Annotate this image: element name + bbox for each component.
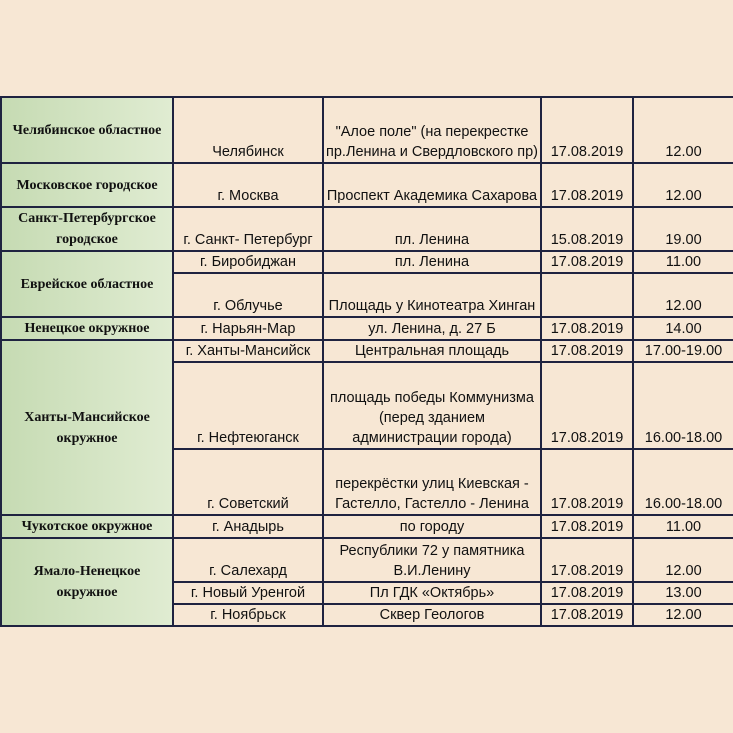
city-cell: Челябинск [173, 97, 323, 163]
region-cell: Еврейское областное [1, 251, 173, 317]
city-cell: г. Новый Уренгой [173, 582, 323, 604]
date-cell: 17.08.2019 [541, 582, 633, 604]
table-row [1, 97, 733, 163]
place-cell: ул. Ленина, д. 27 Б [323, 317, 541, 340]
date-cell: 17.08.2019 [541, 604, 633, 626]
date-cell: 17.08.2019 [541, 362, 633, 449]
date-cell: 17.08.2019 [541, 515, 633, 538]
region-cell: Ямало-Ненецкое окружное [1, 538, 173, 626]
city-cell: г. Облучье [173, 273, 323, 317]
table-row [1, 317, 733, 340]
date-cell: 17.08.2019 [541, 317, 633, 340]
city-cell: г. Москва [173, 163, 323, 207]
time-cell: 12.00 [633, 604, 733, 626]
date-cell: 15.08.2019 [541, 207, 633, 251]
table-row [1, 515, 733, 538]
city-cell: г. Биробиджан [173, 251, 323, 273]
city-cell: г. Ханты-Мансийск [173, 340, 323, 362]
time-cell: 13.00 [633, 582, 733, 604]
region-cell: Ненецкое окружное [1, 317, 173, 340]
time-cell: 11.00 [633, 515, 733, 538]
city-cell: г. Ноябрьск [173, 604, 323, 626]
region-cell: Московское городское [1, 163, 173, 207]
place-cell: площадь победы Коммунизма (перед зданием администрации города) [323, 362, 541, 449]
city-cell: г. Нарьян-Мар [173, 317, 323, 340]
place-cell: "Алое поле" (на перекрестке пр.Ленина и Свердловского пр) [323, 97, 541, 163]
place-cell: Проспект Академика Сахарова [323, 163, 541, 207]
region-cell: Ханты-Мансийское окружное [1, 340, 173, 515]
place-cell: пл. Ленина [323, 251, 541, 273]
table-row [1, 251, 733, 273]
city-cell: г. Анадырь [173, 515, 323, 538]
time-cell: 12.00 [633, 163, 733, 207]
time-cell: 12.00 [633, 97, 733, 163]
time-cell: 12.00 [633, 273, 733, 317]
time-cell: 12.00 [633, 538, 733, 582]
time-cell: 11.00 [633, 251, 733, 273]
table-row [1, 163, 733, 207]
place-cell: Республики 72 у памятника В.И.Ленину [323, 538, 541, 582]
time-cell: 16.00-18.00 [633, 362, 733, 449]
table-row [1, 207, 733, 251]
region-cell: Санкт-Петербургское городское [1, 207, 173, 251]
place-cell: по городу [323, 515, 541, 538]
place-cell: Сквер Геологов [323, 604, 541, 626]
place-cell: Площадь у Кинотеатра Хинган [323, 273, 541, 317]
place-cell: перекрёстки улиц Киевская - Гастелло, Гастелло - Ленина [323, 449, 541, 515]
events-table [0, 96, 733, 627]
place-cell: Центральная площадь [323, 340, 541, 362]
region-cell: Чукотское окружное [1, 515, 173, 538]
time-cell: 19.00 [633, 207, 733, 251]
city-cell: г. Салехард [173, 538, 323, 582]
date-cell: 17.08.2019 [541, 340, 633, 362]
city-cell: г. Советский [173, 449, 323, 515]
region-cell: Челябинское областное [1, 97, 173, 163]
date-cell: 17.08.2019 [541, 97, 633, 163]
city-cell: г. Санкт- Петербург [173, 207, 323, 251]
date-cell: 17.08.2019 [541, 163, 633, 207]
table-row [1, 340, 733, 362]
date-cell [541, 273, 633, 317]
place-cell: пл. Ленина [323, 207, 541, 251]
time-cell: 14.00 [633, 317, 733, 340]
table-row [1, 538, 733, 582]
date-cell: 17.08.2019 [541, 538, 633, 582]
city-cell: г. Нефтеюганск [173, 362, 323, 449]
date-cell: 17.08.2019 [541, 251, 633, 273]
date-cell: 17.08.2019 [541, 449, 633, 515]
time-cell: 16.00-18.00 [633, 449, 733, 515]
place-cell: Пл ГДК «Октябрь» [323, 582, 541, 604]
time-cell: 17.00-19.00 [633, 340, 733, 362]
